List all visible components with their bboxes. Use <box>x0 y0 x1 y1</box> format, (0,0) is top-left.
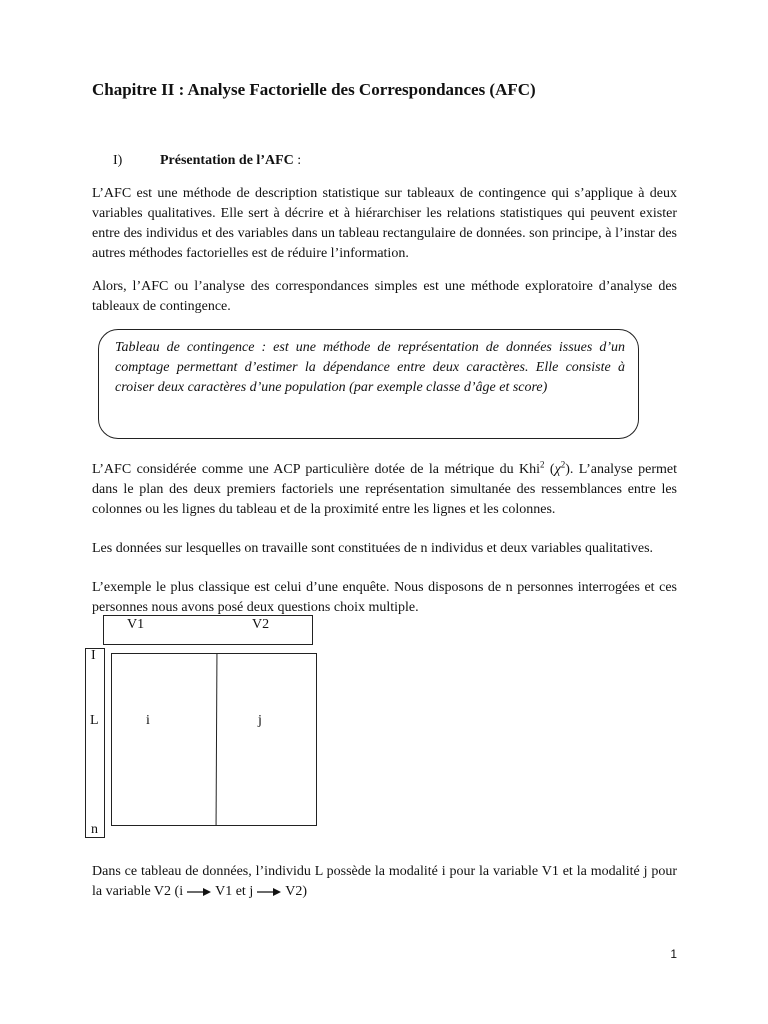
khi2-text-after: ). L’analyse permet dans le plan des deux premiers factoriels une représentation simultanée des ressemblances entre les colonnes ou les lignes du tableau et de la proximité entre les lignes et les colonnes. <box>92 462 677 517</box>
page-number: 1 <box>670 947 677 961</box>
khi2-text-before: L’AFC considérée comme une ACP particulière dotée de la métrique du Khi <box>92 462 540 477</box>
khi2-paren-open: ( <box>544 462 555 477</box>
row-label-first: I <box>91 648 96 663</box>
explanation-text-start: Dans ce tableau de données, l’individu L possède la modalité i pour la variable V1 et la modalité j pour la variable V2 (i <box>92 864 677 899</box>
khi2-superscript: 2 <box>539 459 545 470</box>
data-table-grid <box>111 653 317 826</box>
paragraph-afc-definition: Alors, l’AFC ou l’analyse des correspondances simples est une méthode exploratoire d’analyse des tableaux de contingence. <box>92 279 677 314</box>
paragraph-intro: L’AFC est une méthode de description statistique sur tableaux de contingence qui s’applique à deux variables qualitatives. Elle sert à décrire et à hiérarchiser les relations statistiques qui peuvent exister entre des individus et des variables dans un tableau rectangulaire de données. son principe, à l’instar des autres méthodes factorielles est de réduire l’information. <box>92 186 677 261</box>
header-v2: V2 <box>252 617 270 632</box>
row-label-n: n <box>91 822 98 837</box>
explanation-text-end: V2) <box>285 884 307 899</box>
cell-j: j <box>258 713 262 728</box>
header-v1: V1 <box>127 617 145 632</box>
chi-symbol: χ <box>554 462 561 477</box>
paragraph-table-explanation <box>92 862 677 902</box>
chapter-title: Chapitre II : Analyse Factorielle des Correspondances (AFC) <box>92 80 536 99</box>
paragraph-data-description: Les données sur lesquelles on travaille sont constituées de n individus et deux variables qualitatives. <box>92 541 654 556</box>
paragraph-khi2 <box>92 460 677 520</box>
definition-callout-text: Tableau de contingence : est une méthode de représentation de données issues d’un comptage permettant d’estimer la dépendance entre deux caractères. Elle consiste à croiser deux caractères d’une population (par exemple classe d’âge et score) <box>115 340 625 395</box>
row-label-column <box>85 648 105 838</box>
arrow-right-icon <box>186 887 212 897</box>
section-title-suffix: : <box>293 153 302 168</box>
cell-i: i <box>146 713 150 728</box>
paragraph-survey-example: L’exemple le plus classique est celui d’une enquête. Nous disposons de n personnes interrogées et ces personnes nous avons posé deux questions choix multiple. <box>92 580 677 615</box>
chi-superscript: 2 <box>560 459 566 470</box>
section-title <box>160 153 301 169</box>
row-label-l: L <box>90 713 99 728</box>
arrow-right-icon <box>256 887 282 897</box>
section-title-bold: Présentation de l’AFC <box>160 153 294 168</box>
explanation-text-mid: V1 et j <box>215 884 254 899</box>
section-number: I) <box>113 153 123 168</box>
